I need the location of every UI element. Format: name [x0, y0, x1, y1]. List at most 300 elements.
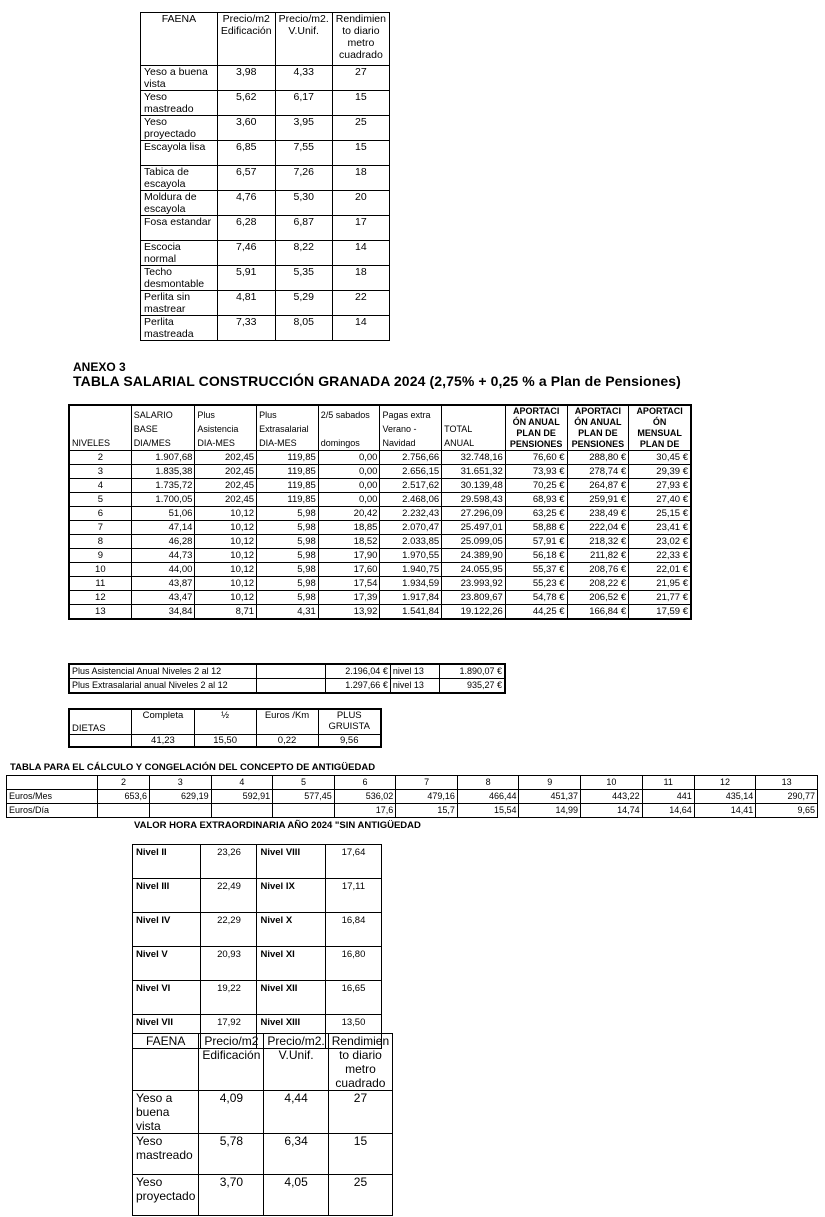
rendimiento: 27 [328, 1091, 392, 1134]
table-row [141, 166, 390, 191]
aportacion-mensual: 21,77 € [629, 591, 691, 605]
sabados-domingos: 17,54 [318, 577, 380, 591]
aportacion-anual-2: 264,87 € [567, 479, 629, 493]
nivel: 12 [69, 591, 131, 605]
plus-asistencia: 202,45 [195, 465, 257, 479]
header-niveles: NIVELES [69, 405, 131, 451]
precio-vunif: 6,87 [275, 216, 332, 241]
header-aportacion-mensual: APORTACI ÓN MENSUAL PLAN DE [629, 405, 691, 451]
salario-base: 43,47 [131, 591, 195, 605]
table-row [141, 216, 390, 241]
euros-mes-value: 451,37 [519, 790, 581, 804]
euros-mes-value: 466,44 [457, 790, 519, 804]
pagas-extra: 1.541,84 [380, 605, 442, 620]
table-row [141, 241, 390, 266]
plus-asistencia: 202,45 [195, 479, 257, 493]
precio-vunif: 3,95 [275, 116, 332, 141]
salario-base: 1.700,05 [131, 493, 195, 507]
rendimiento: 18 [332, 266, 389, 291]
header-faena: FAENA [141, 13, 218, 66]
total-anual: 32.748,16 [442, 451, 506, 465]
plus-value: 1.297,66 € [326, 679, 391, 694]
faena-name: Perlita mastreada [141, 316, 218, 341]
aportacion-anual-1: 55,37 € [505, 563, 567, 577]
aportacion-anual-2: 166,84 € [567, 605, 629, 620]
plus-asistencia: 10,12 [195, 577, 257, 591]
plus-asistencia: 10,12 [195, 521, 257, 535]
precio-vunif: 5,29 [275, 291, 332, 316]
precio-edificacion: 6,57 [217, 166, 275, 191]
page-title: TABLA SALARIAL CONSTRUCCIÓN GRANADA 2024 (2,75% + 0,25 % a Plan de Pensiones) [73, 373, 681, 389]
header-aportacion-anual-1: APORTACI ÓN ANUAL PLAN DE PENSIONES [505, 405, 567, 451]
header-total: TOTAL ANUAL [442, 405, 506, 451]
precio-vunif: 8,05 [275, 316, 332, 341]
total-anual: 19.122,26 [442, 605, 506, 620]
precio-edificacion: 6,85 [217, 141, 275, 166]
aportacion-anual-2: 208,22 € [567, 577, 629, 591]
precio-vunif: 6,17 [275, 91, 332, 116]
rendimiento: 15 [332, 91, 389, 116]
aportacion-anual-1: 70,25 € [505, 479, 567, 493]
table-row [141, 141, 390, 166]
dietas-value-km: 0,22 [256, 735, 318, 748]
dietas-header-completa: Completa [132, 709, 194, 735]
table-row [133, 1134, 393, 1175]
aportacion-anual-2: 218,32 € [567, 535, 629, 549]
plus-empty-cell [257, 664, 326, 679]
dietas-label: DIETAS [69, 709, 132, 735]
table-row [69, 549, 691, 563]
precio-vunif: 5,35 [275, 266, 332, 291]
aportacion-anual-2: 222,04 € [567, 521, 629, 535]
table-row [69, 493, 691, 507]
faena-table-body [133, 1091, 393, 1216]
euros-dia-value [211, 804, 273, 818]
rendimiento: 18 [332, 166, 389, 191]
euros-mes-value: 479,16 [396, 790, 458, 804]
total-anual: 24.389,90 [442, 549, 506, 563]
aportacion-mensual: 27,93 € [629, 479, 691, 493]
sabados-domingos: 18,52 [318, 535, 380, 549]
faena-table-body [141, 66, 390, 341]
header-vunif: Precio/m2. V.Unif. [275, 13, 332, 66]
total-anual: 23.993,92 [442, 577, 506, 591]
precio-edificacion: 5,91 [217, 266, 275, 291]
sabados-domingos: 0,00 [318, 479, 380, 493]
faena-name: Perlita sin mastrear [141, 291, 218, 316]
sabados-domingos: 17,39 [318, 591, 380, 605]
precio-edificacion: 5,62 [217, 91, 275, 116]
valor-hora: 20,93 [201, 947, 257, 981]
euros-dia-value [97, 804, 149, 818]
rendimiento: 17 [332, 216, 389, 241]
plus-nivel-value: 935,27 € [439, 679, 505, 694]
plus-label: Plus Extrasalarial anual Niveles 2 al 12 [69, 679, 257, 694]
euros-mes-label: Euros/Mes [7, 790, 98, 804]
table-header-row [141, 13, 390, 66]
dietas-header-media: ½ [194, 709, 256, 735]
table-row [69, 679, 505, 694]
pagas-extra: 2.070,47 [380, 521, 442, 535]
antiguedad-level: 4 [211, 776, 273, 790]
pagas-extra: 1.940,75 [380, 563, 442, 577]
plus-value: 2.196,04 € [326, 664, 391, 679]
header-salario: SALARIO BASE DIA/MES [131, 405, 195, 451]
nivel: 11 [69, 577, 131, 591]
faena-name: Moldura de escayola [141, 191, 218, 216]
nivel: 2 [69, 451, 131, 465]
plus-table [68, 663, 506, 694]
table-row [69, 709, 381, 735]
euros-mes-value: 290,77 [756, 790, 818, 804]
plus-asistencia: 10,12 [195, 507, 257, 521]
nivel-label: Nivel VI [133, 981, 201, 1015]
pagas-extra: 2.232,43 [380, 507, 442, 521]
salario-base: 43,87 [131, 577, 195, 591]
total-anual: 29.598,43 [442, 493, 506, 507]
nivel-label: Nivel V [133, 947, 201, 981]
sabados-domingos: 0,00 [318, 493, 380, 507]
valor-hora: 17,11 [325, 879, 381, 913]
plus-asistencia: 202,45 [195, 451, 257, 465]
table-row [141, 291, 390, 316]
antiguedad-title: TABLA PARA EL CÁLCULO Y CONGELACIÓN DEL CONCEPTO DE ANTIGÜEDAD [10, 762, 376, 773]
pagas-extra: 2.468,06 [380, 493, 442, 507]
precio-vunif: 6,34 [264, 1134, 328, 1175]
precio-edificacion: 4,09 [199, 1091, 264, 1134]
aportacion-mensual: 23,02 € [629, 535, 691, 549]
antiguedad-level: 12 [694, 776, 756, 790]
table-row [69, 451, 691, 465]
antiguedad-header-row [7, 776, 818, 790]
dietas-header-km: Euros /Km [256, 709, 318, 735]
table-row [69, 479, 691, 493]
antiguedad-level: 3 [150, 776, 212, 790]
dietas-header-plus-gruista: PLUS GRUISTA [318, 709, 381, 735]
rendimiento: 22 [332, 291, 389, 316]
total-anual: 25.099,05 [442, 535, 506, 549]
plus-extrasalarial: 5,98 [257, 563, 319, 577]
header-rendimiento: Rendimien to diario metro cuadrado [332, 13, 389, 66]
faena-name: Yeso proyectado [141, 116, 218, 141]
salario-base: 46,28 [131, 535, 195, 549]
euros-mes-value: 536,02 [334, 790, 396, 804]
faena-name: Yeso mastreado [133, 1134, 199, 1175]
table-row [141, 91, 390, 116]
dietas-empty-cell [69, 735, 132, 748]
valor-hora-title: VALOR HORA EXTRAORDINARIA AÑO 2024 "SIN ANTIGÜEDAD [134, 820, 421, 831]
table-row [69, 521, 691, 535]
euros-dia-value: 14,41 [694, 804, 756, 818]
antiguedad-mes-row [7, 790, 818, 804]
nivel: 6 [69, 507, 131, 521]
table-row [141, 66, 390, 91]
aportacion-mensual: 22,01 € [629, 563, 691, 577]
pagas-extra: 2.756,66 [380, 451, 442, 465]
table-row [69, 577, 691, 591]
total-anual: 31.651,32 [442, 465, 506, 479]
antiguedad-dia-row [7, 804, 818, 818]
euros-mes-value: 577,45 [273, 790, 335, 804]
rendimiento: 20 [332, 191, 389, 216]
euros-mes-value: 592,91 [211, 790, 273, 804]
precio-edificacion: 6,28 [217, 216, 275, 241]
nivel: 5 [69, 493, 131, 507]
aportacion-anual-2: 288,80 € [567, 451, 629, 465]
valor-hora: 16,80 [325, 947, 381, 981]
faena-name: Fosa estandar [141, 216, 218, 241]
table-row [69, 735, 381, 748]
antiguedad-level: 8 [457, 776, 519, 790]
sabados-domingos: 13,92 [318, 605, 380, 620]
nivel: 4 [69, 479, 131, 493]
header-edificacion: Precio/m2 Edificación [217, 13, 275, 66]
euros-dia-value [273, 804, 335, 818]
euros-dia-value: 15,54 [457, 804, 519, 818]
table-row [141, 116, 390, 141]
euros-mes-value: 441 [642, 790, 694, 804]
aportacion-mensual: 17,59 € [629, 605, 691, 620]
rendimiento: 15 [328, 1134, 392, 1175]
antiguedad-level: 5 [273, 776, 335, 790]
aportacion-mensual: 29,39 € [629, 465, 691, 479]
aportacion-anual-1: 44,25 € [505, 605, 567, 620]
precio-vunif: 4,05 [264, 1175, 328, 1216]
precio-vunif: 7,55 [275, 141, 332, 166]
antiguedad-level: 13 [756, 776, 818, 790]
nivel: 9 [69, 549, 131, 563]
aportacion-anual-1: 68,93 € [505, 493, 567, 507]
antiguedad-empty-cell [7, 776, 98, 790]
rendimiento: 27 [332, 66, 389, 91]
header-edificacion: Precio/m2 Edificación [199, 1034, 264, 1091]
nivel-label: Nivel X [257, 913, 325, 947]
precio-vunif: 4,33 [275, 66, 332, 91]
antiguedad-level: 2 [97, 776, 149, 790]
table-row [69, 664, 505, 679]
plus-nivel: nivel 13 [390, 664, 439, 679]
plus-asistencia: 10,12 [195, 549, 257, 563]
precio-edificacion: 7,33 [217, 316, 275, 341]
precio-edificacion: 3,98 [217, 66, 275, 91]
header-extrasalarial: Plus Extrasalarial DIA-MES [257, 405, 319, 451]
salario-base: 1.907,68 [131, 451, 195, 465]
table-row [69, 605, 691, 620]
plus-extrasalarial: 119,85 [257, 493, 319, 507]
table-row [133, 947, 382, 981]
sabados-domingos: 20,42 [318, 507, 380, 521]
salario-base: 47,14 [131, 521, 195, 535]
valor-hora: 23,26 [201, 845, 257, 879]
aportacion-anual-2: 206,52 € [567, 591, 629, 605]
faena-table-bottom [132, 1033, 393, 1216]
euros-mes-value: 435,14 [694, 790, 756, 804]
rendimiento: 14 [332, 241, 389, 266]
faena-name: Yeso a buena vista [141, 66, 218, 91]
aportacion-anual-1: 76,60 € [505, 451, 567, 465]
valor-hora-table [132, 844, 382, 1049]
nivel-label: Nivel II [133, 845, 201, 879]
aportacion-mensual: 27,40 € [629, 493, 691, 507]
rendimiento: 14 [332, 316, 389, 341]
faena-name: Yeso mastreado [141, 91, 218, 116]
valor-hora: 19,22 [201, 981, 257, 1015]
rendimiento: 15 [332, 141, 389, 166]
nivel-label: Nivel XIII [257, 1015, 325, 1049]
plus-asistencia: 10,12 [195, 563, 257, 577]
plus-asistencia: 8,71 [195, 605, 257, 620]
nivel: 8 [69, 535, 131, 549]
dietas-value-completa: 41,23 [132, 735, 194, 748]
precio-edificacion: 4,81 [217, 291, 275, 316]
precio-vunif: 5,30 [275, 191, 332, 216]
valor-hora: 13,50 [325, 1015, 381, 1049]
antiguedad-level: 9 [519, 776, 581, 790]
table-row [69, 535, 691, 549]
header-aportacion-anual-2: APORTACI ÓN ANUAL PLAN DE PENSIONES [567, 405, 629, 451]
euros-mes-value: 653,6 [97, 790, 149, 804]
pagas-extra: 2.033,85 [380, 535, 442, 549]
salario-base: 44,73 [131, 549, 195, 563]
plus-extrasalarial: 5,98 [257, 507, 319, 521]
aportacion-mensual: 21,95 € [629, 577, 691, 591]
plus-extrasalarial: 5,98 [257, 591, 319, 605]
valor-hora: 17,92 [201, 1015, 257, 1049]
precio-edificacion: 3,70 [199, 1175, 264, 1216]
euros-mes-value: 629,19 [150, 790, 212, 804]
valor-hora: 17,64 [325, 845, 381, 879]
plus-extrasalarial: 119,85 [257, 465, 319, 479]
table-header-row [133, 1034, 393, 1091]
table-row [133, 1091, 393, 1134]
valor-hora: 22,29 [201, 913, 257, 947]
nivel-label: Nivel VIII [257, 845, 325, 879]
faena-name: Yeso a buena vista [133, 1091, 199, 1134]
table-row [133, 845, 382, 879]
header-faena: FAENA [133, 1034, 199, 1091]
euros-mes-value: 443,22 [581, 790, 643, 804]
table-row [141, 316, 390, 341]
valor-hora: 22,49 [201, 879, 257, 913]
aportacion-anual-2: 211,82 € [567, 549, 629, 563]
plus-empty-cell [257, 679, 326, 694]
faena-name: Escocia normal [141, 241, 218, 266]
aportacion-mensual: 22,33 € [629, 549, 691, 563]
header-rendimiento: Rendimien to diario metro cuadrado [328, 1034, 392, 1091]
euros-dia-value [150, 804, 212, 818]
plus-extrasalarial: 4,31 [257, 605, 319, 620]
faena-name: Yeso proyectado [133, 1175, 199, 1216]
nivel-label: Nivel IV [133, 913, 201, 947]
plus-extrasalarial: 5,98 [257, 521, 319, 535]
nivel: 10 [69, 563, 131, 577]
aportacion-anual-1: 73,93 € [505, 465, 567, 479]
precio-vunif: 4,44 [264, 1091, 328, 1134]
faena-table-top [140, 12, 390, 341]
antiguedad-level: 11 [642, 776, 694, 790]
nivel: 3 [69, 465, 131, 479]
table-row [133, 913, 382, 947]
plus-extrasalarial: 119,85 [257, 451, 319, 465]
aportacion-anual-2: 278,74 € [567, 465, 629, 479]
salario-base: 44,00 [131, 563, 195, 577]
plus-nivel: nivel 13 [390, 679, 439, 694]
anexo-label: ANEXO 3 [73, 360, 126, 374]
total-anual: 25.497,01 [442, 521, 506, 535]
total-anual: 27.296,09 [442, 507, 506, 521]
table-row [141, 191, 390, 216]
valor-hora: 16,65 [325, 981, 381, 1015]
salario-base: 1.735,72 [131, 479, 195, 493]
nivel-label: Nivel IX [257, 879, 325, 913]
table-row [133, 879, 382, 913]
plus-label: Plus Asistencial Anual Niveles 2 al 12 [69, 664, 257, 679]
table-row [69, 465, 691, 479]
sabados-domingos: 0,00 [318, 465, 380, 479]
plus-extrasalarial: 5,98 [257, 549, 319, 563]
pagas-extra: 2.656,15 [380, 465, 442, 479]
euros-dia-value: 14,74 [581, 804, 643, 818]
plus-extrasalarial: 119,85 [257, 479, 319, 493]
plus-asistencia: 10,12 [195, 591, 257, 605]
sabados-domingos: 18,85 [318, 521, 380, 535]
antiguedad-level: 10 [581, 776, 643, 790]
faena-name: Tabica de escayola [141, 166, 218, 191]
dietas-value-gruista: 9,56 [318, 735, 381, 748]
precio-edificacion: 5,78 [199, 1134, 264, 1175]
pagas-extra: 2.517,62 [380, 479, 442, 493]
nivel: 13 [69, 605, 131, 620]
euros-dia-value: 17,6 [334, 804, 396, 818]
euros-dia-value: 14,99 [519, 804, 581, 818]
rendimiento: 25 [328, 1175, 392, 1216]
aportacion-anual-1: 54,78 € [505, 591, 567, 605]
antiguedad-table [6, 775, 818, 818]
table-row [133, 981, 382, 1015]
header-asistencia: Plus Asistencia DIA-MES [195, 405, 257, 451]
pagas-extra: 1.970,55 [380, 549, 442, 563]
nivel: 7 [69, 521, 131, 535]
aportacion-anual-1: 55,23 € [505, 577, 567, 591]
salario-base: 1.835,38 [131, 465, 195, 479]
total-anual: 24.055,95 [442, 563, 506, 577]
aportacion-mensual: 30,45 € [629, 451, 691, 465]
euros-dia-value: 15,7 [396, 804, 458, 818]
table-row [141, 266, 390, 291]
table-header-row [69, 405, 691, 451]
aportacion-mensual: 25,15 € [629, 507, 691, 521]
salary-table-body [69, 451, 691, 620]
pagas-extra: 1.934,59 [380, 577, 442, 591]
antiguedad-level: 6 [334, 776, 396, 790]
antiguedad-level: 7 [396, 776, 458, 790]
aportacion-anual-2: 259,91 € [567, 493, 629, 507]
table-row [133, 1175, 393, 1216]
pagas-extra: 1.917,84 [380, 591, 442, 605]
aportacion-anual-1: 56,18 € [505, 549, 567, 563]
plus-extrasalarial: 5,98 [257, 535, 319, 549]
aportacion-mensual: 23,41 € [629, 521, 691, 535]
precio-edificacion: 7,46 [217, 241, 275, 266]
sabados-domingos: 0,00 [318, 451, 380, 465]
precio-vunif: 8,22 [275, 241, 332, 266]
precio-vunif: 7,26 [275, 166, 332, 191]
dietas-table [68, 708, 382, 748]
salario-base: 51,06 [131, 507, 195, 521]
table-row [69, 591, 691, 605]
rendimiento: 25 [332, 116, 389, 141]
aportacion-anual-1: 57,91 € [505, 535, 567, 549]
